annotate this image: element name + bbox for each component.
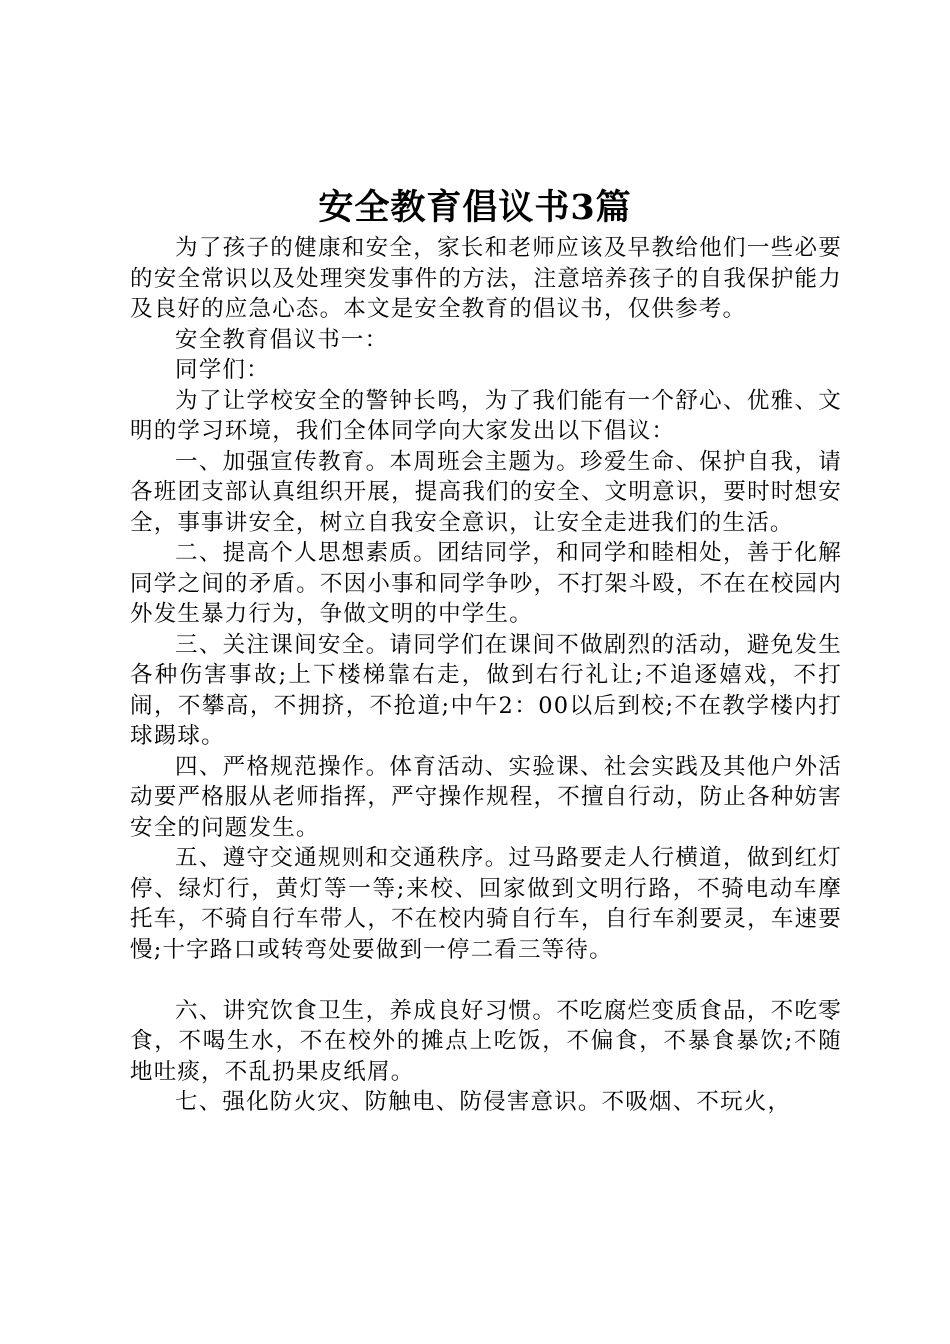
blank-line (130, 965, 842, 996)
intro-paragraph: 为了孩子的健康和安全，家长和老师应该及早教给他们一些必要的安全常识以及处理突发事件的方法，注意培养孩子的自我保护能力及良好的应急心态。本文是安全教育的倡议书，仅供参考。 (130, 235, 842, 322)
item-paragraph-6: 六、讲究饮食卫生，养成良好习惯。不吃腐烂变质食品，不吃零食，不喝生水，不在校外的摊点上吃饭，不偏食，不暴食暴饮;不随地吐痰，不乱扔果皮纸屑。 (130, 997, 842, 1085)
salutation: 同学们： (175, 357, 270, 383)
document-body (130, 233, 842, 1118)
item-paragraph-1: 一、加强宣传教育。本周班会主题为。珍爱生命、保护自我，请各班团支部认真组织开展，提高我们的安全、文明意识，要时时想安全，事事讲安全，树立自我安全意识，让安全走进我们的生活。 (130, 448, 842, 536)
item-paragraph-5: 五、遵守交通规则和交通秩序。过马路要走人行横道，做到红灯停、绿灯行，黄灯等一等;来校、回家做到文明行路，不骑电动车摩托车，不骑自行车带人，不在校内骑自行车，自行车刹要灵，车速要慢;十字路口或转弯处要做到一停二看三等待。 (130, 845, 842, 963)
preamble-paragraph: 为了让学校安全的警钟长鸣，为了我们能有一个舒心、优雅、文明的学习环境，我们全体同学向大家发出以下倡议： (130, 387, 842, 444)
item-paragraph-7: 七、强化防火灾、防触电、防侵害意识。不吸烟、不玩火， (175, 1089, 792, 1115)
item-paragraph-3: 三、关注课间安全。请同学们在课间不做剧烈的活动，避免发生各种伤害事故;上下楼梯靠右走，做到右行礼让;不追逐嬉戏，不打闹，不攀高，不拥挤，不抢道;中午2：00以后到校;不在教学楼内打球踢球。 (130, 631, 842, 749)
section-heading: 安全教育倡议书一： (175, 326, 389, 353)
document-title: 安全教育倡议书3篇 (318, 187, 632, 228)
item-paragraph-4: 四、严格规范操作。体育活动、实验课、社会实践及其他户外活动要严格服从老师指挥，严守操作规程，不擅自行动，防止各种妨害安全的问题发生。 (130, 753, 842, 841)
item-paragraph-2: 二、提高个人思想素质。团结同学，和同学和睦相处，善于化解同学之间的矛盾。不因小事和同学争吵，不打架斗殴，不在在校园内外发生暴力行为，争做文明的中学生。 (130, 540, 842, 627)
